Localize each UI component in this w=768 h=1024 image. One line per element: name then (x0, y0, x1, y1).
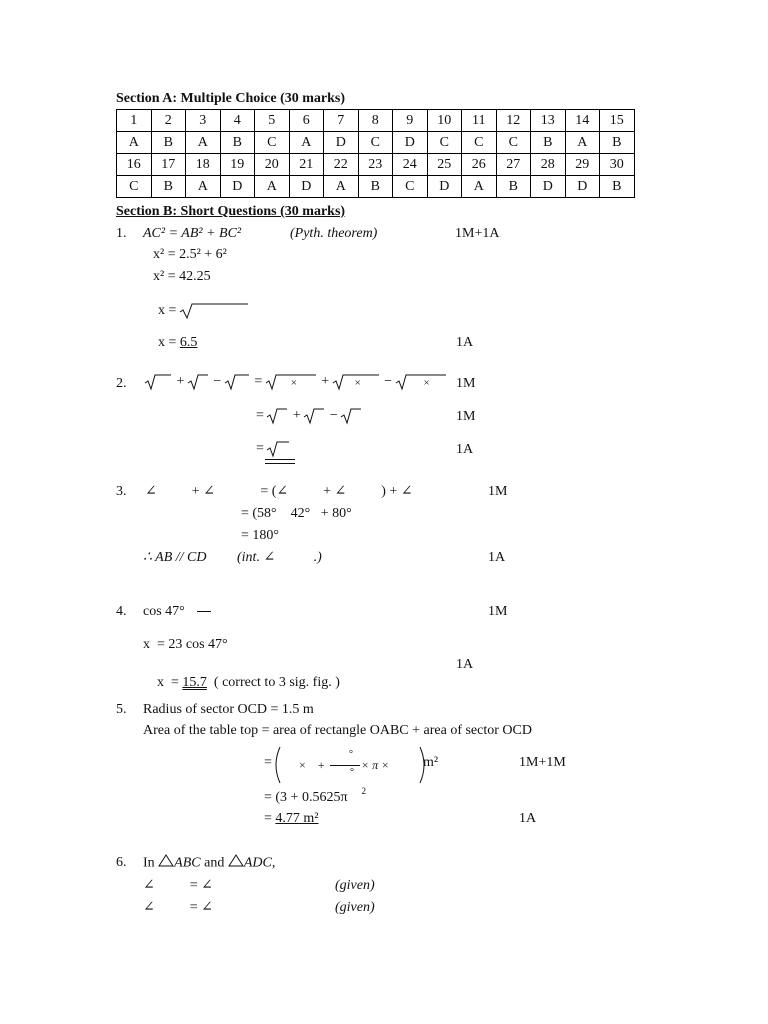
q4-line3: x = 15.7 ( correct to 3 sig. fig. ) (157, 675, 340, 690)
q1-line2: x² = 2.5² + 6² (153, 247, 227, 262)
fraction-line (197, 611, 211, 612)
answer-cell: B (496, 176, 531, 198)
sqrt-sign-icon (145, 374, 173, 390)
q5-mark1: 1M+1M (519, 755, 566, 770)
answer-cell: A (462, 176, 497, 198)
answer-cell: C (393, 176, 428, 198)
q2-mark2: 1M (456, 409, 476, 424)
answer-cell: D (565, 176, 600, 198)
answer-cell: A (289, 132, 324, 154)
answer-cell: C (117, 176, 152, 198)
q5-fraction-line (330, 765, 360, 766)
sqrt-sign-icon (341, 408, 363, 424)
answer-cell: C (255, 132, 290, 154)
q2-mark3: 1A (456, 442, 474, 457)
q1-line4-text: x = (158, 303, 177, 318)
answer-cell: B (220, 132, 255, 154)
question-number-cell: 22 (324, 154, 359, 176)
question-number-cell: 30 (600, 154, 635, 176)
question-number-cell: 16 (117, 154, 152, 176)
question-number-cell: 3 (186, 110, 221, 132)
q1-reason: (Pyth. theorem) (290, 226, 378, 241)
q3-conclusion: ∴ AB // CD (143, 550, 207, 565)
q3-mark2: 1A (488, 550, 506, 565)
q1-answer: 6.5 (179, 335, 198, 350)
q6-line3: ∠ = ∠ (143, 900, 213, 915)
q6-number: 6. (116, 855, 127, 870)
q5-mark2: 1A (519, 811, 537, 826)
q5-deg-bot: ° (350, 767, 354, 778)
q3-reason: (int. ∠ .) (237, 550, 322, 565)
q2-mark1: 1M (456, 376, 476, 391)
sqrt-sign-icon (267, 408, 289, 424)
answer-cell: A (255, 176, 290, 198)
sqrt-sign-icon: × (266, 374, 318, 390)
q4-line1: cos 47° (143, 603, 211, 621)
q5-line4: = (3 + 0.5625π $^2$ (264, 786, 367, 805)
question-number-cell: 1 (117, 110, 152, 132)
q4-mark2: 1A (456, 657, 474, 672)
q5-line5: = 4.77 m² (264, 811, 319, 826)
sqrt-sign-icon (180, 303, 250, 319)
q2-line3: = (256, 440, 291, 458)
answer-cell: C (427, 132, 462, 154)
q2-line1: + − = × + × − × (145, 373, 448, 391)
sqrt-sign-icon (267, 441, 291, 457)
question-number-cell: 17 (151, 154, 186, 176)
question-number-cell: 11 (462, 110, 497, 132)
section-b-title: Section B: Short Questions (30 marks) (116, 204, 346, 219)
q1-line4 (158, 302, 250, 320)
triangle-icon (228, 854, 244, 873)
q5-expr-ops: × + (299, 758, 325, 772)
answer-cell: D (393, 132, 428, 154)
sqrt-sign-icon: × (333, 374, 381, 390)
question-number-cell: 6 (289, 110, 324, 132)
answer-cell: D (427, 176, 462, 198)
question-number-cell: 13 (531, 110, 566, 132)
q1-line1: AC² = AB² + BC² (143, 226, 242, 241)
question-number-cell: 10 (427, 110, 462, 132)
triangle-icon (158, 854, 174, 873)
answer-cell: B (151, 176, 186, 198)
double-underline (265, 459, 295, 464)
answer-cell: A (565, 132, 600, 154)
answer-cell: D (289, 176, 324, 198)
question-number-cell: 5 (255, 110, 290, 132)
question-number-cell: 24 (393, 154, 428, 176)
sqrt-sign-icon (225, 374, 251, 390)
question-number-cell: 19 (220, 154, 255, 176)
section-a-title: Section A: Multiple Choice (30 marks) (116, 91, 346, 106)
q5-number: 5. (116, 702, 127, 717)
question-number-cell: 4 (220, 110, 255, 132)
q5-expr-eq: = (264, 755, 272, 770)
q1-line3: x² = 42.25 (153, 269, 211, 284)
q3-number: 3. (116, 484, 127, 499)
question-number-cell: 20 (255, 154, 290, 176)
question-number-cell: 15 (600, 110, 635, 132)
q2-number: 2. (116, 376, 127, 391)
q4-mark1: 1M (488, 604, 508, 619)
q4-number: 4. (116, 604, 127, 619)
answer-cell: B (600, 176, 635, 198)
answer-cell: D (531, 176, 566, 198)
q4-note: ( correct to 3 sig. fig. ) (213, 675, 340, 690)
q3-line2: = (58° 42° + 80° (241, 506, 352, 521)
answer-cell: D (220, 176, 255, 198)
answer-cell: B (600, 132, 635, 154)
q1-line5: x = 6.5 (158, 335, 198, 350)
q2-line2: = + − (256, 407, 363, 425)
q5-line1: Radius of sector OCD = 1.5 m (143, 702, 314, 717)
answer-cell: A (117, 132, 152, 154)
answer-cell: C (358, 132, 393, 154)
q4-answer: 15.7 (182, 675, 207, 690)
question-number-cell: 8 (358, 110, 393, 132)
answer-cell: B (151, 132, 186, 154)
question-number-cell: 12 (496, 110, 531, 132)
multiple-choice-answer-table (116, 109, 635, 198)
answer-cell: B (531, 132, 566, 154)
question-number-cell: 26 (462, 154, 497, 176)
answer-cell: D (324, 132, 359, 154)
answer-cell: B (358, 176, 393, 198)
q1-number: 1. (116, 226, 127, 241)
question-number-cell: 7 (324, 110, 359, 132)
answer-cell: A (324, 176, 359, 198)
question-number-cell: 25 (427, 154, 462, 176)
q5-expr-tail: × π × (361, 758, 390, 772)
answer-cell: A (186, 132, 221, 154)
q5-unit: m² (423, 755, 439, 770)
q3-mark1: 1M (488, 484, 508, 499)
q3-line1: ∠ + ∠ = (∠ + ∠ ) + ∠ (145, 484, 413, 499)
q5-line2: Area of the table top = area of rectangle OABC + area of sector OCD (143, 723, 532, 738)
q5-deg-top: ° (349, 749, 353, 760)
q1-mark1: 1M+1A (455, 226, 500, 241)
question-number-row (117, 110, 635, 132)
q6-line1: In ABC and ADC, (143, 854, 275, 873)
sqrt-sign-icon: × (396, 374, 448, 390)
q6-line2: ∠ = ∠ (143, 878, 213, 893)
question-number-row (117, 154, 635, 176)
q4-line2: x = 23 cos 47° (143, 637, 228, 652)
q1-mark2: 1A (456, 335, 474, 350)
q3-line3: = 180° (241, 528, 279, 543)
answer-cell: A (186, 176, 221, 198)
q6-reason2: (given) (335, 878, 375, 893)
question-number-cell: 28 (531, 154, 566, 176)
question-number-cell: 23 (358, 154, 393, 176)
q6-reason3: (given) (335, 900, 375, 915)
answer-cell: C (496, 132, 531, 154)
question-number-cell: 9 (393, 110, 428, 132)
question-number-cell: 2 (151, 110, 186, 132)
question-number-cell: 29 (565, 154, 600, 176)
question-number-cell: 18 (186, 154, 221, 176)
question-number-cell: 14 (565, 110, 600, 132)
question-number-cell: 27 (496, 154, 531, 176)
sqrt-sign-icon (188, 374, 210, 390)
q5-answer: 4.77 m² (275, 811, 319, 826)
answer-row (117, 132, 635, 154)
answer-row (117, 176, 635, 198)
question-number-cell: 21 (289, 154, 324, 176)
answer-cell: C (462, 132, 497, 154)
sqrt-sign-icon (304, 408, 326, 424)
